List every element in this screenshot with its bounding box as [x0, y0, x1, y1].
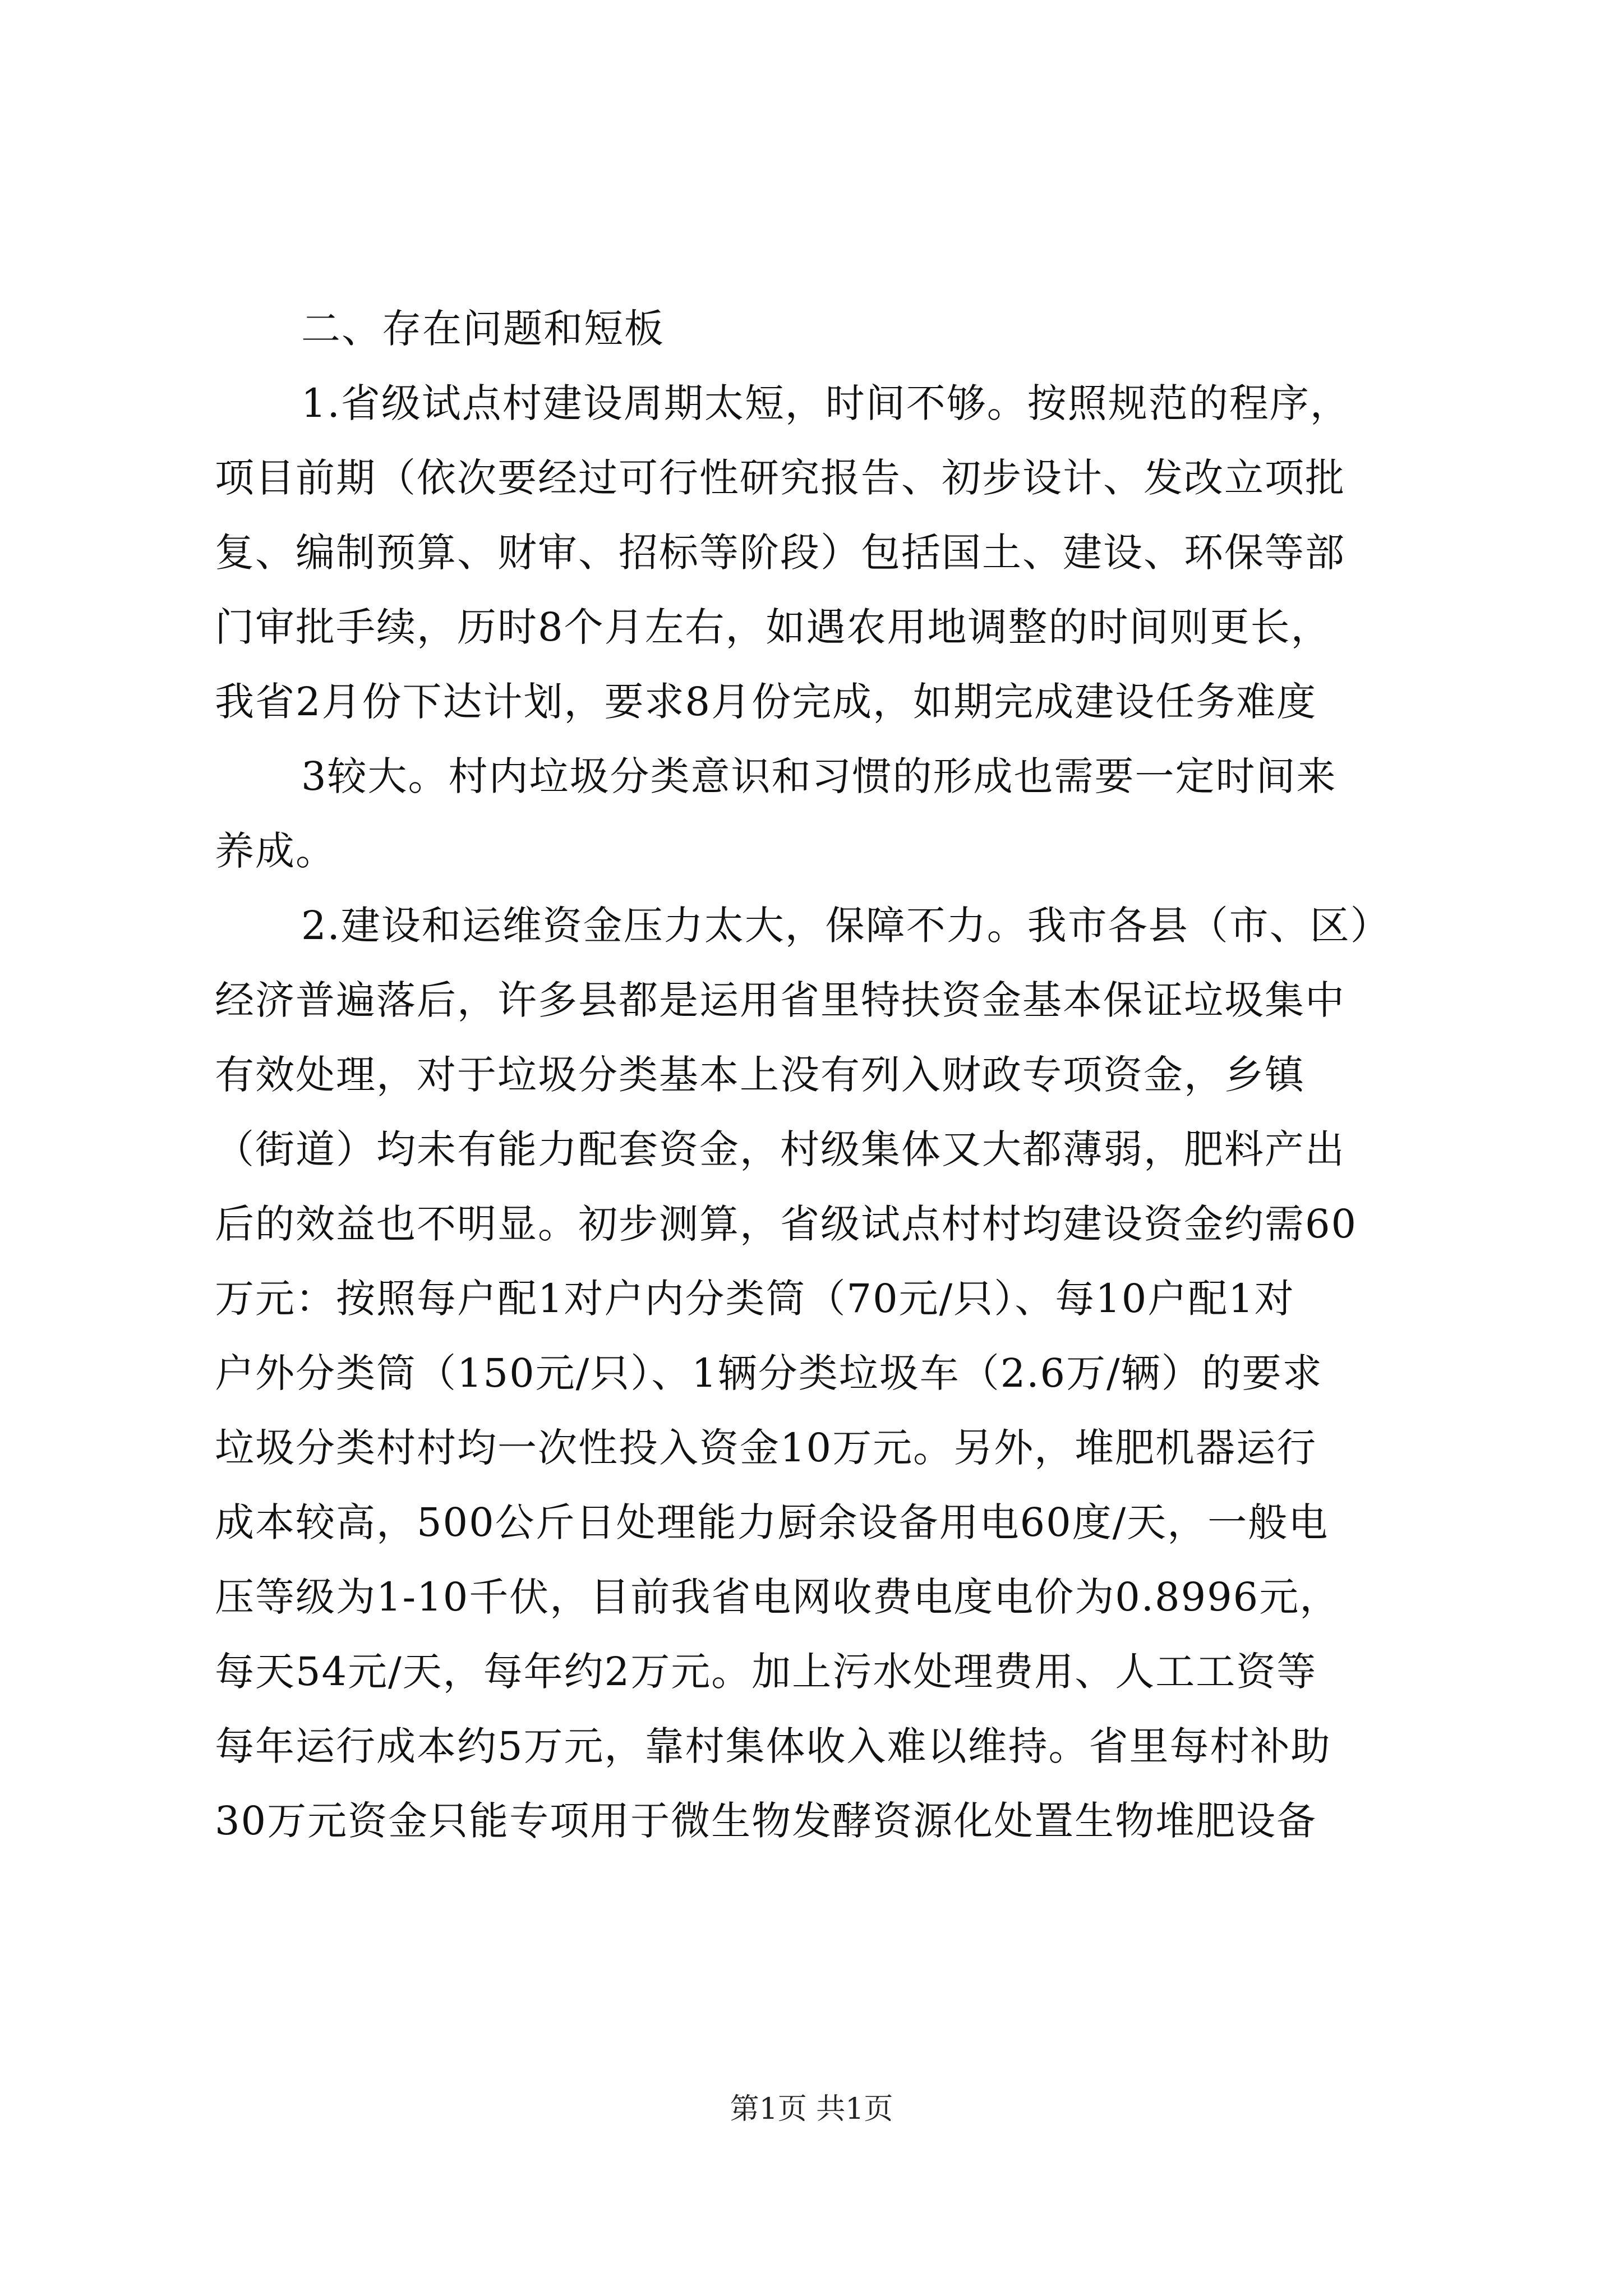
paragraph-line: 每天54元/天，每年约2万元。加上污水处理费用、人工工资等: [215, 1649, 1317, 1695]
paragraph-line: 2.建设和运维资金压力太大，保障不力。我市各县（市、区）: [301, 903, 1391, 949]
paragraph-line: 后的效益也不明显。初步测算，省级试点村村均建设资金约需60: [215, 1201, 1358, 1247]
paragraph-line: 户外分类筒（150元/只）、1辆分类垃圾车（2.6万/辆）的要求: [215, 1350, 1323, 1396]
paragraph-line: 万元：按照每户配1对户内分类筒（70元/只）、每10户配1对: [215, 1276, 1295, 1322]
paragraph-line: 30万元资金只能专项用于微生物发酵资源化处置生物堆肥设备: [215, 1798, 1317, 1844]
page-number-footer: 第1页 共1页: [730, 2092, 893, 2126]
paragraph-line: 养成。: [215, 828, 336, 874]
paragraph-line: 3较大。村内垃圾分类意识和习惯的形成也需要一定时间来: [301, 753, 1337, 799]
paragraph-line: 门审批手续，历时8个月左右，如遇农用地调整的时间则更长，: [215, 604, 1331, 650]
paragraph-line: 有效处理，对于垃圾分类基本上没有列入财政专项资金，乡镇: [215, 1052, 1305, 1098]
paragraph-line: （街道）均未有能力配套资金，村级集体又大都薄弱，肥料产出: [215, 1126, 1345, 1172]
paragraph-line: 复、编制预算、财审、招标等阶段）包括国土、建设、环保等部: [215, 530, 1345, 576]
paragraph-line: 成本较高，500公斤日处理能力厨余设备用电60度/天，一般电: [215, 1499, 1329, 1545]
paragraph-line: 1.省级试点村建设周期太短，时间不够。按照规范的程序，: [301, 380, 1350, 426]
paragraph-line: 项目前期（依次要经过可行性研究报告、初步设计、发改立项批: [215, 455, 1345, 501]
paragraph-line: 每年运行成本约5万元，靠村集体收入难以维持。省里每村补助: [215, 1723, 1331, 1769]
document-body: [215, 292, 1418, 1858]
paragraph-line: 垃圾分类村村均一次性投入资金10万元。另外，堆肥机器运行: [215, 1425, 1317, 1471]
paragraph-line: 压等级为1-10千伏，目前我省电网收费电度电价为0.8996元，: [215, 1574, 1340, 1620]
paragraph-line: 经济普遍落后，许多县都是运用省里特扶资金基本保证垃圾集中: [215, 977, 1345, 1023]
paragraph-line: 我省2月份下达计划，要求8月份完成，如期完成建设任务难度: [215, 679, 1317, 725]
section-heading: 二、存在问题和短板: [301, 306, 665, 352]
